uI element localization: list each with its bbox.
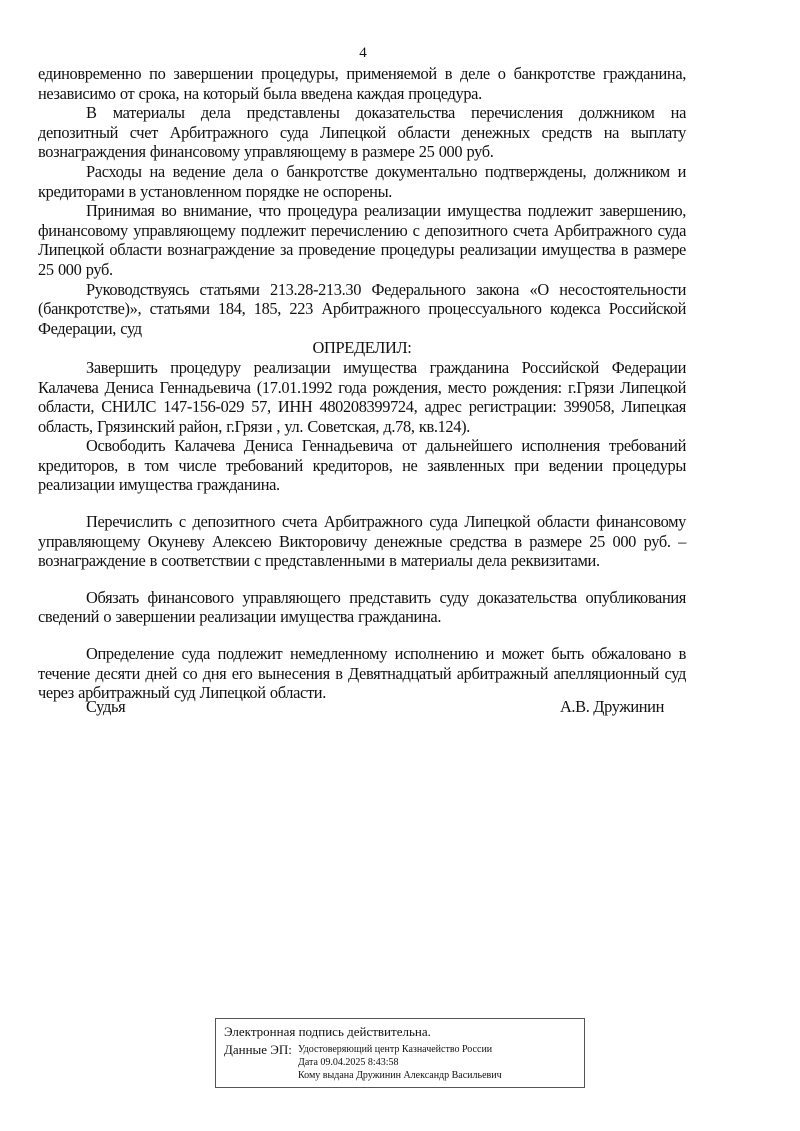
ep-stamp-issuer: Удостоверяющий центр Казначейство России: [298, 1044, 493, 1055]
paragraph-expenses: Расходы на ведение дела о банкротстве документально подтверждены, должником и кредиторами в установленном порядке не оспорены.: [38, 161, 686, 201]
signature-name: А.В. Дружинин: [559, 697, 664, 716]
ep-stamp-issued-to: Кому выдана Дружинин Александр Васильевич: [298, 1070, 502, 1081]
paragraph-transfer-funds: Перечислить с депозитного счета Арбитражного суда Липецкой области финансовому управляющему Окуневу Алексею Викторовичу денежные средства в размере 25 000 руб. – вознаграждение в соответствии с представленными в материалы дела реквизитами.: [38, 512, 686, 571]
ep-stamp-date: Дата 09.04.2025 8:43:58: [298, 1057, 399, 1068]
paragraph-remuneration-transfer: Принимая во внимание, что процедура реализации имущества подлежит завершению, финансовому управляющему подлежит перечислению с депозитного счета Арбитражного суда Липецкой области вознаграждение за проведение процедуры реализации имущества в размере 25 000 руб.: [38, 201, 686, 279]
paragraph-release-debtor: Освободить Калачева Дениса Геннадьевича от дальнейшего исполнения требований кредиторов, в том числе требований кредиторов, не заявленных при ведении процедуры реализации имущества гражданина.: [38, 436, 686, 495]
document-body: [38, 64, 686, 703]
paragraph-publication-obligation: Обязать финансового управляющего представить суду доказательства опубликования сведений о завершении реализации имущества гражданина.: [38, 587, 686, 627]
ep-stamp-label: Данные ЭП:: [224, 1042, 292, 1057]
paragraph-complete-procedure: Завершить процедуру реализации имущества гражданина Российской Федерации Калачева Дениса Геннадьевича (17.01.1992 года рождения, место рождения: г.Грязи Липецкой области, СНИЛС 147-156-029 57, ИНН 480208399724, адрес регистрации: 399058, Липецкая область, Грязинский район, г.Грязи , ул. Советская, д.78, кв.124).: [38, 357, 686, 436]
paragraph-deposit-evidence: В материалы дела представлены доказательства перечисления должником на депозитный счет Арбитражного суда Липецкой области денежных средств на выплату вознаграждения финансовому управляющему в размере 25 000 руб.: [38, 103, 686, 162]
ruling-heading: ОПРЕДЕЛИЛ:: [312, 338, 412, 358]
ep-stamp-title: Электронная подпись действительна.: [224, 1024, 431, 1039]
paragraph-appeal-notice: Определение суда подлежит немедленному исполнению и может быть обжаловано в течение десяти дней со дня его вынесения в Девятнадцатый арбитражный апелляционный суд через арбитражный суд Липецкой области.: [38, 644, 686, 703]
ep-stamp-details: [298, 1043, 502, 1082]
page-number: 4: [359, 45, 367, 61]
signature-role: Судья: [86, 697, 126, 716]
signature-row: [86, 697, 664, 717]
ep-stamp-data-row: [224, 1043, 576, 1082]
electronic-signature-stamp: [215, 1018, 585, 1088]
paragraph-continuation: единовременно по завершении процедуры, применяемой в деле о банкротстве гражданина, независимо от срока, на который была введена каждая процедура.: [38, 64, 686, 103]
paragraph-legal-basis: Руководствуясь статьями 213.28-213.30 Федерального закона «О несостоятельности (банкротстве)», статьями 184, 185, 223 Арбитражного процессуального кодекса Российской Федерации, суд: [38, 279, 686, 338]
